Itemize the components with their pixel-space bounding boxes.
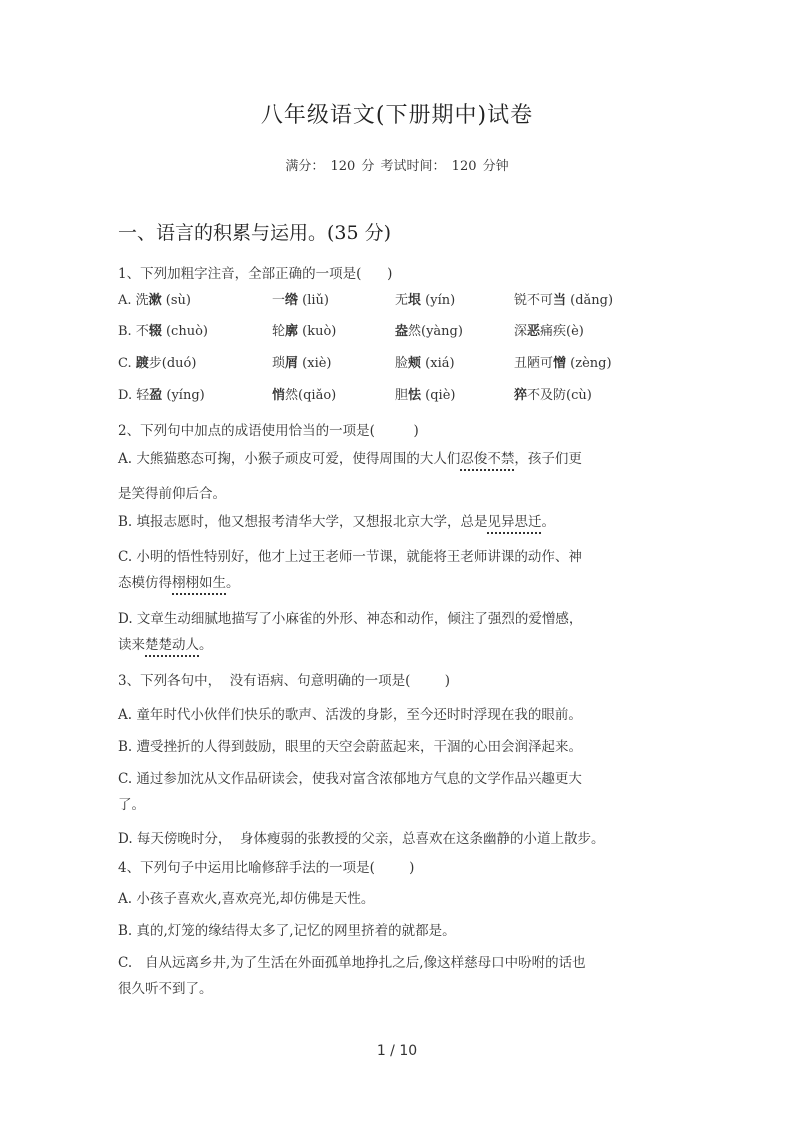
q2-option-c: C. 小明的悟性特别好，他才上过王老师一节课，就能将王老师讲课的动作、神 [118, 549, 582, 565]
q3-option-c-cont: 了。 [118, 797, 145, 813]
q2-option-a: A. 大熊猫憨态可掬，小猴子顽皮可爱，使得周围的大人们忍俊不禁，孩子们更 [118, 451, 582, 467]
q4-option-c: C. 自从远离乡井,为了生活在外面孤单地挣扎之后,像这样慈母口中吩咐的话也 [118, 955, 586, 971]
q1-option-a-item-4: 锐不可当 (dǎng) [514, 293, 614, 308]
exam-meta: 满分： 120 分 考试时间： 120 分钟 [285, 159, 509, 174]
q2-option-d: D. 文章生动细腻地描写了小麻雀的外形、神态和动作，倾注了强烈的爱憎感， [118, 611, 583, 627]
section-heading: 一、语言的积累与运用。(35 分) [118, 222, 392, 244]
q2-option-d-idiom: 楚楚动人 [145, 637, 199, 653]
q1-option-b-item-4: 深恶痛疾(è) [514, 324, 584, 339]
q4-option-c-cont: 很久听不到了。 [118, 981, 213, 997]
q2-option-b-idiom: 见异思迁 [487, 514, 542, 530]
q2-option-a-cont: 是笑得前仰后合。 [118, 486, 226, 502]
question-1-stem: 1、下列加粗字注音，全部正确的一项是( ) [118, 266, 393, 282]
q1-option-b-item-2: 轮廓 (kuò) [272, 324, 337, 339]
q3-option-b: B. 遭受挫折的人得到鼓励，眼里的天空会蔚蓝起来，干涸的心田会润泽起来。 [118, 739, 583, 755]
q1-option-d-item-4: 猝不及防(cù) [514, 388, 592, 403]
q1-option-c: C. 踱步(duó) [118, 356, 197, 371]
q1-option-a-item-3: 无垠 (yín) [395, 293, 456, 308]
q3-option-c: C. 通过参加沈从文作品研读会，使我对富含浓郁地方气息的文学作品兴趣更大 [118, 771, 582, 787]
q2-option-c-cont: 态模仿得栩栩如生。 [118, 575, 240, 591]
q1-option-d-item-2: 悄然(qiǎo) [272, 388, 337, 403]
question-2-stem: 2、下列句中加点的成语使用恰当的一项是( ) [118, 423, 419, 439]
q1-option-a: A. 洗漱 (sù) [118, 293, 191, 308]
q1-option-a-item-2: 一绺 (liǔ) [272, 293, 329, 308]
q2-option-d-cont: 读来楚楚动人。 [118, 637, 213, 653]
question-4-stem: 4、下列句子中运用比喻修辞手法的一项是( ) [118, 860, 415, 876]
q3-option-d: D. 每天傍晚时分， 身体瘦弱的张教授的父亲，总喜欢在这条幽静的小道上散步。 [118, 831, 605, 847]
q4-option-b: B. 真的,灯笼的缘结得太多了,记忆的网里挤着的就都是。 [118, 923, 456, 939]
q1-option-d: D. 轻盈 (yíng) [118, 388, 205, 403]
q1-option-c-item-2: 琐屑 (xiè) [272, 356, 332, 371]
page-number: 1 / 10 [376, 1043, 418, 1059]
q1-option-c-item-4: 丑陋可憎 (zèng) [514, 356, 612, 371]
q2-option-a-idiom: 忍俊不禁 [460, 451, 515, 467]
q2-option-b: B. 填报志愿时，他又想报考清华大学，又想报北京大学，总是见异思迁。 [118, 514, 556, 530]
question-3-stem: 3、下列各句中， 没有语病、句意明确的一项是( ) [118, 673, 451, 689]
q3-option-a: A. 童年时代小伙伴们快乐的歌声、活泼的身影，至今还时时浮现在我的眼前。 [118, 707, 582, 723]
q1-option-d-item-3: 胆怯 (qiè) [395, 388, 456, 403]
page-title: 八年级语文(下册期中)试卷 [260, 103, 534, 128]
q1-option-b-item-3: 盎然(yàng) [395, 324, 463, 339]
q2-option-c-idiom: 栩栩如生 [172, 575, 226, 591]
q4-option-a: A. 小孩子喜欢火,喜欢亮光,却仿佛是天性。 [118, 891, 375, 907]
q1-option-b: B. 不辍 (chuò) [118, 324, 208, 339]
q1-option-c-item-3: 脸颊 (xiá) [395, 356, 455, 371]
